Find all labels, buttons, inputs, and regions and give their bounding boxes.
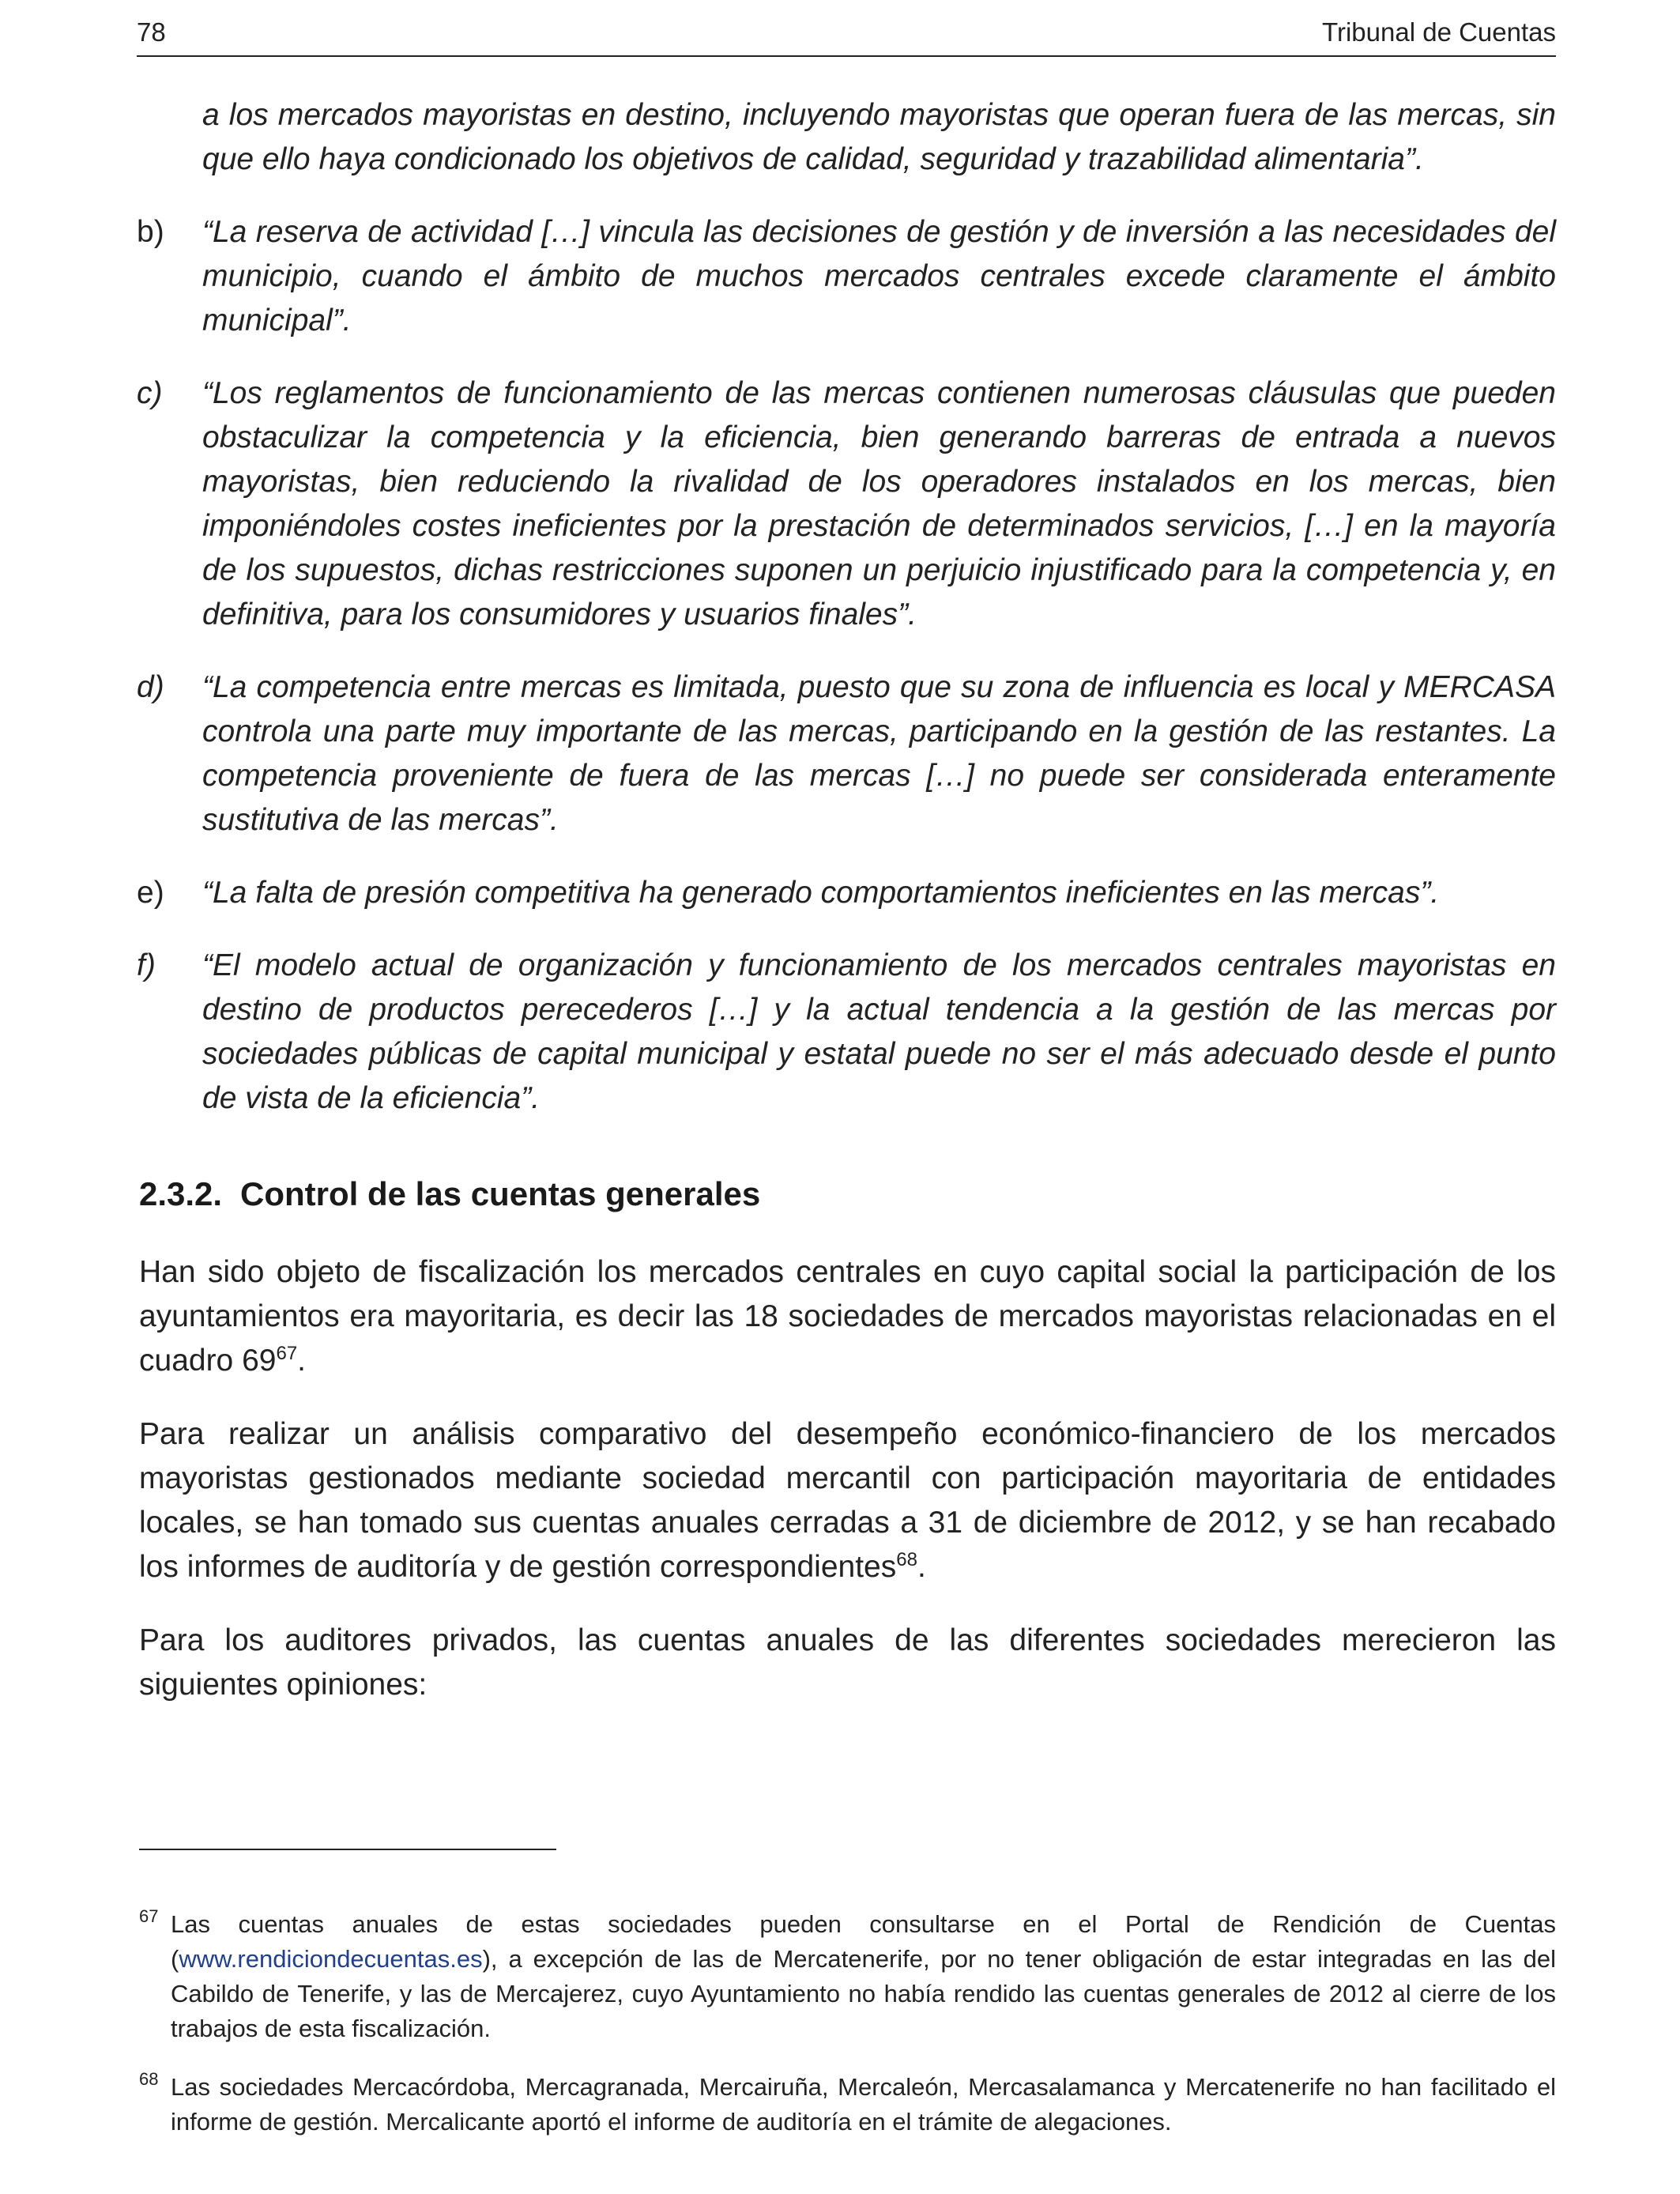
footnote-mark: 67 bbox=[139, 1906, 159, 1926]
footnote-divider bbox=[139, 1849, 556, 1850]
quote-text: a los mercados mayoristas en destino, incluyendo mayoristas que operan fuera de las mercas, sin que ello haya condicionado los objetivos de calidad, seguridad y trazabilidad alimentaria”. bbox=[202, 98, 1556, 176]
footnote-68 bbox=[139, 2070, 1556, 2139]
quote-list bbox=[137, 93, 1556, 1149]
quote-marker: b) bbox=[137, 215, 164, 249]
quote-marker: e) bbox=[137, 876, 164, 910]
quote-marker: d) bbox=[137, 670, 164, 704]
quote-text: “El modelo actual de organización y funcionamiento de los mercados centrales mayoristas en destino de productos perecederos […] y la actual tendencia a la gestión de las mercas por sociedades públicas de capital municipal y estatal puede no ser el más adecuado desde el punto de vista de la eficiencia”. bbox=[202, 948, 1556, 1115]
quote-marker: f) bbox=[137, 948, 156, 982]
quote-text: “La falta de presión competitiva ha generado comportamientos ineficientes en las mercas”. bbox=[202, 876, 1440, 910]
paragraph-text: Para realizar un análisis comparativo del desempeño económico-financiero de los mercados mayoristas gestionados mediante sociedad mercantil con participación mayoritaria de entidades locales, se han tomado sus cuentas anuales cerradas a 31 de diciembre de 2012, y se han recabado los informes de auditoría y de gestión correspondientes bbox=[139, 1417, 1556, 1584]
footnote-text-after: ), a excepción de las de Mercatenerife, por no tener obligación de estar integradas en las del Cabildo de Tenerife, y las de Mercajerez, cuyo Ayuntamiento no había rendido las cuentas generales de 2012 al cierre de los trabajos de esta fiscalización. bbox=[171, 1945, 1556, 2042]
quote-marker: c) bbox=[137, 376, 163, 410]
footnotes bbox=[139, 1907, 1556, 2163]
paragraph-text: Han sido objeto de fiscalización los mercados centrales en cuyo capital social la participación de los ayuntamientos era mayoritaria, es decir las 18 sociedades de mercados mayoristas relacionadas en el cuadro 69 bbox=[139, 1255, 1556, 1378]
quote-item-a bbox=[137, 93, 1556, 182]
footnote-text: Las cuentas anuales de estas sociedades pueden consultarse en el Portal de Rendición de Cuentas ( bbox=[171, 1910, 1556, 1973]
paragraph bbox=[139, 1250, 1556, 1383]
body-text bbox=[139, 1250, 1556, 1736]
portal-link[interactable]: www.rendiciondecuentas.es bbox=[179, 1945, 483, 1973]
page-number: 78 bbox=[137, 17, 166, 47]
footnote-text: Las sociedades Mercacórdoba, Mercagranada, Mercairuña, Mercaleón, Mercasalamanca y Mercatenerife no han facilitado el informe de gestión. Mercalicante aportó el informe de auditoría en el trámite de alegaciones. bbox=[171, 2073, 1556, 2136]
paragraph-text: Para los auditores privados, las cuentas anuales de las diferentes sociedades merecieron las siguientes opiniones: bbox=[139, 1623, 1556, 1702]
paragraph bbox=[139, 1619, 1556, 1707]
section-number: 2.3.2. bbox=[139, 1175, 223, 1212]
quote-text: “Los reglamentos de funcionamiento de las mercas contienen numerosas cláusulas que pueden obstaculizar la competencia y la eficiencia, bien generando barreras de entrada a nuevos mayoristas, bien reduciendo la rivalidad de los operadores instalados en los mercas, bien imponiéndoles costes ineficientes por la prestación de determinados servicios, […] en la mayoría de los supuestos, dichas restricciones suponen un perjuicio injustificado para la competencia y, en definitiva, para los consumidores y usuarios finales”. bbox=[202, 376, 1556, 631]
quote-item-e bbox=[137, 871, 1556, 915]
page-header bbox=[137, 14, 1556, 57]
quote-item-d bbox=[137, 665, 1556, 843]
quote-text: “La reserva de actividad […] vincula las decisiones de gestión y de inversión a las necesidades del municipio, cuando el ámbito de muchos mercados centrales excede claramente el ámbito municipal”. bbox=[202, 215, 1556, 337]
section-title: Control de las cuentas generales bbox=[240, 1175, 761, 1212]
paragraph bbox=[139, 1412, 1556, 1589]
section-heading bbox=[139, 1175, 760, 1213]
quote-text: “La competencia entre mercas es limitada, puesto que su zona de influencia es local y MERCASA controla una parte muy importante de las mercas, participando en la gestión de las restantes. La competencia proveniente de fuera de las mercas […] no puede ser considerada enteramente sustitutiva de las mercas”. bbox=[202, 670, 1556, 837]
paragraph-tail: . bbox=[917, 1550, 926, 1584]
footnote-reference[interactable]: 67 bbox=[276, 1343, 298, 1364]
quote-item-c bbox=[137, 371, 1556, 637]
quote-item-f bbox=[137, 944, 1556, 1121]
quote-item-b bbox=[137, 210, 1556, 343]
footnote-reference[interactable]: 68 bbox=[896, 1549, 917, 1570]
footnote-mark: 68 bbox=[139, 2069, 159, 2089]
footnote-67 bbox=[139, 1907, 1556, 2046]
paragraph-tail: . bbox=[297, 1344, 307, 1378]
header-title: Tribunal de Cuentas bbox=[1322, 17, 1556, 47]
